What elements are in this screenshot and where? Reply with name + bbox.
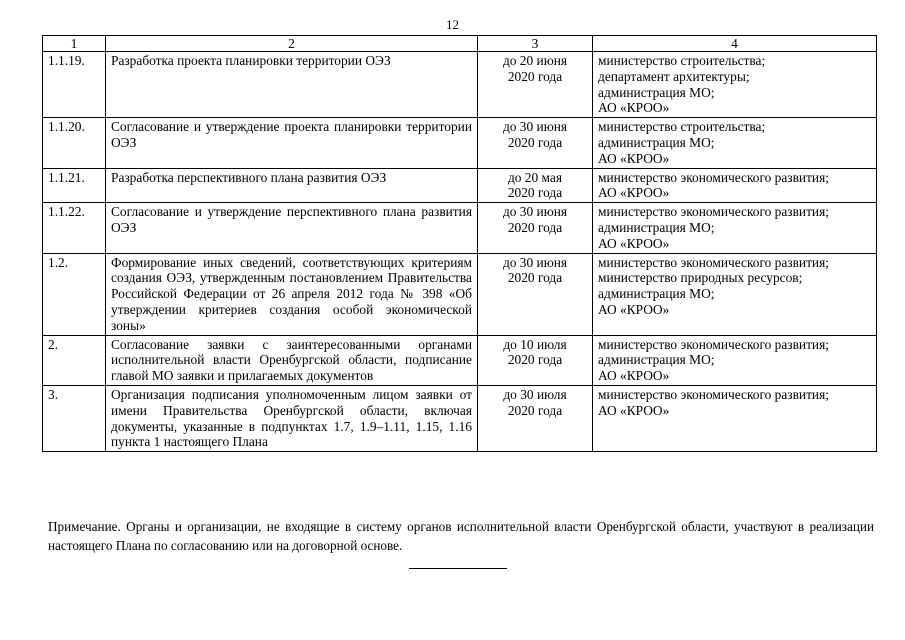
deadline-year: 2020 года bbox=[507, 270, 563, 286]
responsible-parties bbox=[593, 385, 877, 451]
responsible-party: министерство экономического развития; bbox=[598, 336, 829, 352]
item-number: 2. bbox=[43, 335, 106, 385]
item-number: 3. bbox=[43, 385, 106, 451]
deadline-year: 2020 года bbox=[507, 134, 563, 150]
responsible-party: администрация МО; bbox=[598, 286, 715, 302]
deadline-year: 2020 года bbox=[507, 352, 563, 368]
responsible-party: администрация МО; bbox=[598, 352, 715, 368]
deadline-year: 2020 года bbox=[507, 68, 563, 84]
table-row bbox=[43, 385, 877, 451]
deadline bbox=[478, 335, 593, 385]
item-number: 1.1.19. bbox=[43, 52, 106, 118]
responsible-party: министерство экономического развития; bbox=[598, 386, 829, 402]
responsible-parties bbox=[593, 253, 877, 335]
responsible-party: департамент архитектуры; bbox=[598, 68, 750, 84]
deadline-date: до 30 июля bbox=[503, 386, 567, 402]
task-description: Согласование и утверждение перспективного плана развития ОЭЗ bbox=[106, 203, 478, 253]
footnote: Примечание. Органы и организации, не входящие в систему органов исполнительной власти Оренбургской области, участвуют в реализации настоящего Плана по согласованию или на договорной основе. bbox=[48, 519, 874, 553]
closing-rule bbox=[409, 568, 507, 569]
deadline bbox=[478, 385, 593, 451]
column-header-1: 1 bbox=[43, 36, 106, 52]
deadline bbox=[478, 253, 593, 335]
responsible-parties bbox=[593, 52, 877, 118]
deadline bbox=[478, 168, 593, 203]
item-number: 1.1.20. bbox=[43, 118, 106, 168]
task-description: Разработка проекта планировки территории ОЭЗ bbox=[106, 52, 478, 118]
deadline-date: до 30 июня bbox=[502, 204, 568, 220]
page-number: 12 bbox=[446, 17, 459, 32]
responsible-party: АО «КРОО» bbox=[598, 100, 670, 116]
responsible-parties bbox=[593, 203, 877, 253]
header-row bbox=[43, 36, 877, 52]
table-row bbox=[43, 168, 877, 203]
item-number: 1.1.21. bbox=[43, 168, 106, 203]
responsible-party: администрация МО; bbox=[598, 84, 715, 100]
responsible-party: министерство экономического развития; bbox=[598, 204, 829, 220]
responsible-party: министерство строительства; bbox=[598, 119, 766, 135]
responsible-party: министерство природных ресурсов; bbox=[598, 270, 803, 286]
task-description: Организация подписания уполномоченным лицом заявки от имени Правительства Оренбургской области, включая документы, указанные в подпунктах 1.7, 1.9–1.11, 1.15, 1.16 пункта 1 настоящего Плана bbox=[106, 385, 478, 451]
task-description: Согласование и утверждение проекта планировки территории ОЭЗ bbox=[106, 118, 478, 168]
responsible-party: АО «КРОО» bbox=[598, 402, 670, 418]
item-number: 1.1.22. bbox=[43, 203, 106, 253]
deadline bbox=[478, 118, 593, 168]
responsible-party: министерство строительства; bbox=[598, 53, 766, 68]
deadline-year: 2020 года bbox=[507, 402, 563, 418]
deadline-date: до 20 мая bbox=[507, 169, 563, 185]
deadline-date: до 30 июня bbox=[502, 119, 568, 135]
table-row bbox=[43, 253, 877, 335]
responsible-party: министерство экономического развития; bbox=[598, 169, 829, 185]
responsible-parties bbox=[593, 168, 877, 203]
responsible-party: АО «КРОО» bbox=[598, 185, 670, 201]
deadline-date: до 30 июня bbox=[502, 254, 568, 270]
responsible-party: администрация МО; bbox=[598, 134, 715, 150]
deadline-date: до 20 июня bbox=[502, 53, 568, 68]
item-number: 1.2. bbox=[43, 253, 106, 335]
task-description: Согласование заявки с заинтересованными органами исполнительной власти Оренбургской области, подписание главой МО заявки и прилагаемых документов bbox=[106, 335, 478, 385]
table-row bbox=[43, 335, 877, 385]
responsible-party: АО «КРОО» bbox=[598, 301, 670, 317]
deadline-date: до 10 июля bbox=[503, 336, 567, 352]
responsible-parties bbox=[593, 335, 877, 385]
responsible-party: министерство экономического развития; bbox=[598, 254, 829, 270]
table-row bbox=[43, 118, 877, 168]
column-header-2: 2 bbox=[106, 36, 478, 52]
responsible-party: администрация МО; bbox=[598, 219, 715, 235]
table-row bbox=[43, 52, 877, 118]
responsible-parties bbox=[593, 118, 877, 168]
deadline-year: 2020 года bbox=[507, 185, 563, 201]
plan-table bbox=[42, 35, 877, 452]
deadline bbox=[478, 203, 593, 253]
responsible-party: АО «КРОО» bbox=[598, 235, 670, 251]
responsible-party: АО «КРОО» bbox=[598, 368, 670, 384]
column-header-4: 4 bbox=[593, 36, 877, 52]
table-row bbox=[43, 203, 877, 253]
deadline-year: 2020 года bbox=[507, 219, 563, 235]
task-description: Формирование иных сведений, соответствующих критериям создания ОЭЗ, утвержденным постановлением Правительства Российской Федерации от 26 апреля 2012 года № 398 «Об утверждении критериев создания особой экономической зоны» bbox=[106, 253, 478, 335]
deadline bbox=[478, 52, 593, 118]
responsible-party: АО «КРОО» bbox=[598, 150, 670, 166]
column-header-3: 3 bbox=[478, 36, 593, 52]
task-description: Разработка перспективного плана развития ОЭЗ bbox=[106, 168, 478, 203]
